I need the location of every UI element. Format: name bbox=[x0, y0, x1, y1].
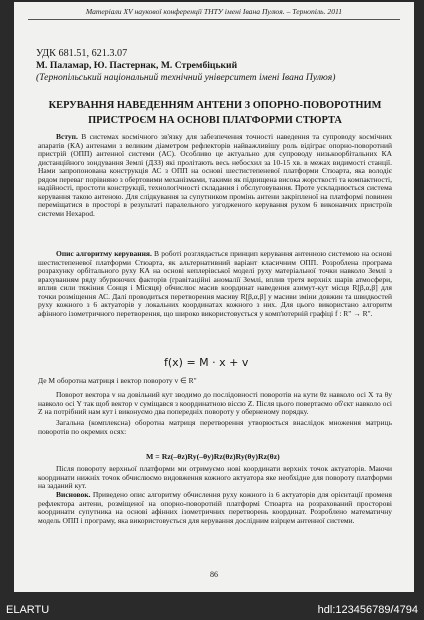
after-equation-paragraph: Після повороту верхньої платформи ми отримуємо нові координати верхніх точок актуаторів. Маючи координати нижніх точок обчислюємо видовження кожного актуатора яке необхідне для повороту платформи на заданий кут. bbox=[38, 464, 392, 491]
equation-rotation: M = Rz(–θz)Ry(–θy)Rz(θz)Ry(θy)Rz(θz) bbox=[146, 452, 280, 461]
conclusion-paragraph bbox=[38, 491, 392, 525]
equation-label: Де M оборотна матриця і вектор повороту v ∈ R" bbox=[38, 376, 197, 385]
handle-id: hdl:123456789/4794 bbox=[317, 604, 418, 616]
intro-lead: Вступ. bbox=[56, 132, 78, 141]
page-sheet bbox=[14, 2, 414, 592]
udc-code: УДК 681.51, 621.3.07 bbox=[36, 48, 128, 59]
algorithm-lead: Опис алгоритму керування. bbox=[56, 249, 152, 258]
header-rule bbox=[28, 19, 400, 20]
page-number: 86 bbox=[210, 570, 218, 579]
repository-label: ELARTU bbox=[6, 604, 50, 616]
algorithm-paragraph bbox=[38, 250, 392, 318]
equation-affine: f(x) = M · x + v bbox=[164, 356, 249, 369]
intro-body: В системах космічного зв'язку для забезпечення точності наведення та супроводу космічних апаратів (КА) антенами з великим діаметром рефлекторів найважливішу роль відіграє опорно-поворотний пристрій (ОПП) антенної системи (АС). Особливо це актуально для супроводу низькоорбітальних КА дистанційного зондування Землі (ДЗЗ) які пролітають весь небосхил за 10-15 хв. в межах видимості станції. Нами запропонована конструкція АС з ОПП на основі шестистепеневої платформи Стюарта, яка володіє рядом переваг порівняно з обертовими механізмами, такими як підвищена висока жорсткості та компактності, надійності, простоти конструкції, технологічності складання і обслуговування. Проте ускладнюється система керування такою антеною. Для слідкування за супутником промінь антени закріпленої на платформі повинен переміщатися в просторі в результаті паралельного узгодженого керування рухом 6 виконавчих пристроїв системи Hexapod. bbox=[38, 132, 393, 218]
paper-title: КЕРУВАННЯ НАВЕДЕННЯМ АНТЕНИ З ОПОРНО-ПОВОРОТНИМ ПРИСТРОЄМ НА ОСНОВІ ПЛАТФОРМИ СТЮРТА bbox=[48, 100, 382, 126]
general-paragraph: Загальна (комплексна) оборотна матриця перетворення утворюється внаслідок множення матриць поворотів по окремих осях: bbox=[38, 418, 392, 436]
rotation-paragraph: Поворот вектора v на довільний кут зводимо до послідовності поворотів на кути θz навколо осі X та θy навколо осі Y так щоб вектор v суміщався з координатною віссю Z. Після цього повертаємо об'єкт навколо осі Z на потрібний нам кут і виконуємо два попередніх повороту у оберненому порядку. bbox=[38, 390, 392, 417]
conclusion-body: Приведено опис алгоритму обчислення руху кожного із 6 актуаторів для орієнтації променя рефлектора антени, розміщеної на опорно-поворотній платформі Стюарта на розрахований просторові координати супутника на основі афінних ізометричних перетворень координат. Розроблено математичну модель ОПП і програму, яка використовується для керування дослідним взірцем антенної системи. bbox=[38, 490, 393, 525]
running-header: Матеріали XV наукової конференції ТНТУ імені Івана Пулюя. – Тернопіль. 2011 bbox=[85, 7, 343, 16]
conclusion-lead: Висновок. bbox=[56, 490, 91, 499]
authors: М. Паламар, Ю. Пастернак, М. Стрембіцький bbox=[36, 60, 238, 71]
algorithm-body: В роботі розглядається принцип керування антенною системою на основі шестистепеневої платформи Стюарта, як альтернативний варіант класичним ОПП. Розроблена програма розрахунку орбітального руху КА на основі кеплерівської моделі руху матеріальної точки навколо Землі з врахуванням ряду збурюючих факторів (гравітаційні аномалії Землі, вплив третя верхніх шарів атмосфери, вплив сили тяжіння Сонця і Місяця) обчислює масив координат наведення азимут-кут місця R[β,α,β] для точки розміщення АС. Далі проводиться перетворення масиву R[β,α,β] у масиви зміни довжин та швидкостей руху кожного з 6 актуаторів у локальних координатах кожного з них. Для цього використано алгоритм афінного ізометричного перетворення, що широко використовується у комп'ютерній графіці f : R" → R". bbox=[38, 249, 392, 318]
intro-paragraph bbox=[38, 133, 392, 218]
affiliation: (Тернопільський національний технічний університет імені Івана Пулюя) bbox=[36, 72, 336, 83]
